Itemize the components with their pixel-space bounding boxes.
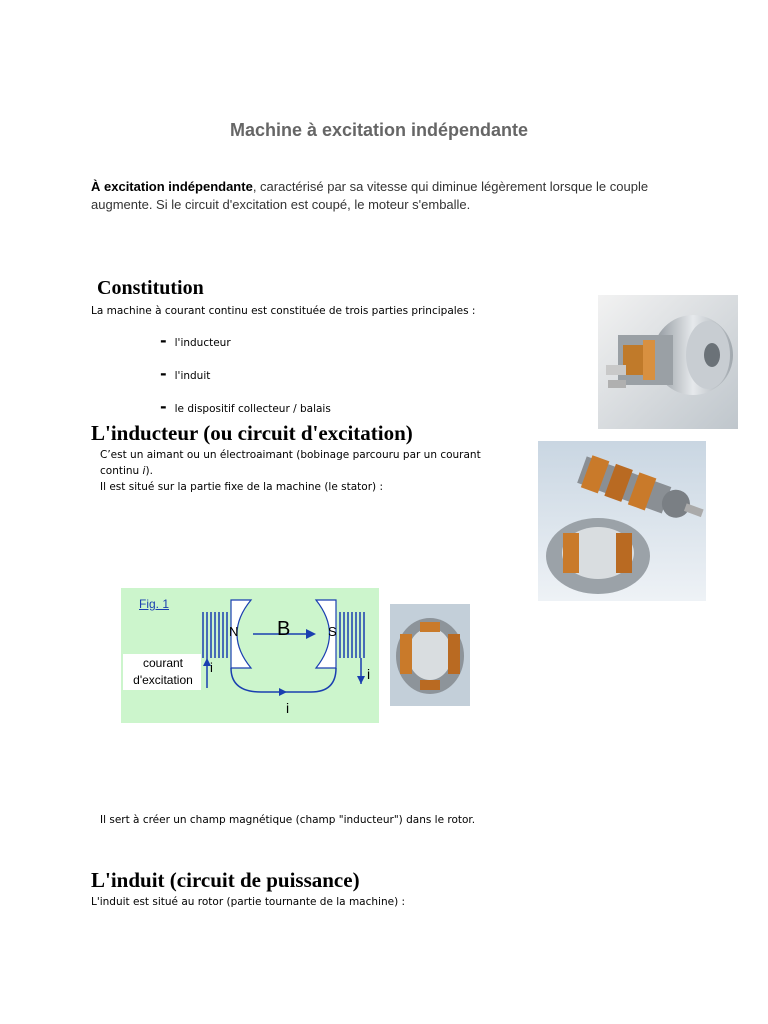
constitution-text: La machine à courant continu est constituée de trois parties principales : xyxy=(91,305,476,317)
coil-label: courant d'excitation xyxy=(133,656,193,687)
list-item: - l'inducteur xyxy=(160,331,231,350)
induit-heading: L'induit (circuit de puissance) xyxy=(91,868,360,892)
inducteur-role: Il sert à créer un champ magnétique (champ "inducteur") dans le rotor. xyxy=(100,814,476,826)
field-label: B xyxy=(277,618,291,640)
fig1-label: Fig. 1 xyxy=(139,597,170,611)
page-title: Machine à excitation indépendante xyxy=(229,120,529,140)
motor-photo xyxy=(598,295,738,429)
intro-text: , caractérisé par sa vitesse qui diminue légèrement lorsque le couple augmente. Si le circuit d'excitation est coupé, le moteur s'emballe. xyxy=(91,179,649,212)
south-pole-label: S xyxy=(328,624,337,639)
induit-text: L'induit est situé au rotor (partie tournante de la machine) : xyxy=(91,896,406,908)
intro-bold: À excitation indépendante xyxy=(91,179,253,194)
inducteur-text: C’est un aimant ou un électroaimant (bobinage parcouru par un courant continu i). Il est situé sur la partie fixe de la machine (le stator) : xyxy=(100,449,481,493)
stator-photo xyxy=(390,604,470,706)
intro-paragraph xyxy=(91,178,671,214)
current-label-left: i xyxy=(210,660,213,675)
list-item: - le dispositif collecteur / balais xyxy=(160,397,331,416)
north-pole-label: N xyxy=(229,624,239,639)
current-label-right: i xyxy=(367,666,371,682)
inducteur-heading: L'inducteur (ou circuit d'excitation) xyxy=(91,421,413,445)
current-label-bottom: i xyxy=(286,700,290,716)
armature-stator-photo xyxy=(538,441,706,601)
fig1-diagram xyxy=(121,588,379,723)
constitution-heading: Constitution xyxy=(97,277,204,299)
list-item: - l'induit xyxy=(160,364,211,383)
